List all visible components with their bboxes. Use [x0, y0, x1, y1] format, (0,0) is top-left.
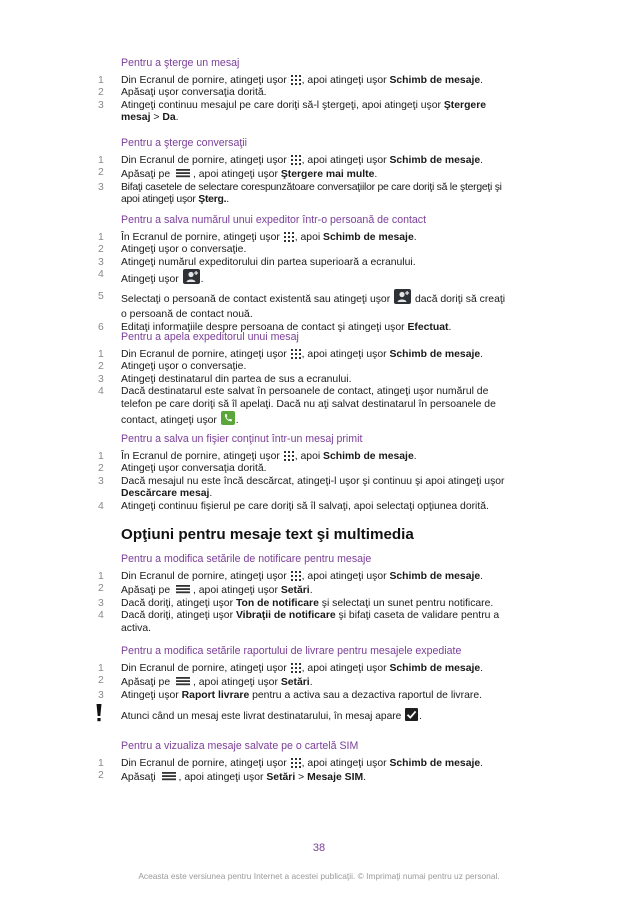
- add-contact-icon: [394, 289, 411, 304]
- phone-icon: [221, 411, 235, 425]
- section-notification-settings: [98, 553, 521, 635]
- section-save-sender: [98, 214, 521, 334]
- list-item: 4 Dacă doriţi, atingeţi uşor Vibraţii de notificare şi bifaţi caseta de validare pentru a activa.: [98, 610, 500, 634]
- list-item: 1 Din Ecranul de pornire, atingeţi uşor , apoi atingeţi uşor Schimb de mesaje.: [98, 349, 484, 360]
- list-item: 6 Editaţi informaţiile despre persoana de contact şi atingeţi uşor Efectuat.: [98, 321, 452, 333]
- list-item: 1 În Ecranul de pornire, atingeţi uşor , apoi Schimb de mesaje.: [98, 232, 417, 243]
- section-delete-conversations: [98, 137, 521, 207]
- list-item: 3 Dacă doriţi, atingeţi uşor Ton de notificare şi selectaţi un sunet pentru notificare.: [98, 597, 494, 609]
- list-item: 1 Din Ecranul de pornire, atingeţi uşor , apoi atingeţi uşor Schimb de mesaje.: [98, 663, 484, 674]
- apps-grid-icon: [291, 663, 301, 673]
- step-list: [98, 758, 521, 785]
- list-item: 1 În Ecranul de pornire, atingeţi uşor , apoi Schimb de mesaje.: [98, 451, 417, 462]
- step-list: [98, 232, 521, 334]
- step-list: [98, 75, 521, 125]
- list-item: 2 Apăsaţi , apoi atingeţi uşor Setări > Mesaje SIM.: [98, 770, 367, 784]
- step-list: [98, 571, 521, 635]
- section-title: Pentru a apela expeditorul unui mesaj: [121, 331, 299, 343]
- section-title: Pentru a salva un fişier conţinut într-un mesaj primit: [121, 433, 363, 445]
- list-item: 1 Din Ecranul de pornire, atingeţi uşor , apoi atingeţi uşor Schimb de mesaje.: [98, 758, 484, 769]
- apps-grid-icon: [291, 75, 301, 85]
- footer-note: Aceasta este versiunea pentru Internet a acestei publicaţii. © Imprimaţi numai pentru uz personal.: [138, 871, 500, 881]
- list-item: 2 Atingeţi uşor o conversaţie.: [98, 361, 247, 373]
- section-delivery-report: [98, 645, 521, 724]
- list-item: 3 Bifaţi casetele de selectare corespunzătoare conversaţiilor pe care doriţi să le ştergeţi şi apoi atingeţi uşor Şterg..: [98, 181, 502, 206]
- apps-grid-icon: [291, 349, 301, 359]
- list-item: 1 Din Ecranul de pornire, atingeţi uşor , apoi atingeţi uşor Schimb de mesaje.: [98, 75, 484, 86]
- delivered-check-icon: [405, 708, 418, 721]
- list-item: 2 Atingeţi uşor conversaţia dorită.: [98, 463, 267, 475]
- step-list: [98, 155, 521, 207]
- apps-grid-icon: [291, 758, 301, 768]
- list-item: 3 Atingeţi numărul expeditorului din partea superioară a ecranului.: [98, 256, 416, 268]
- list-item: 2 Apăsaţi pe , apoi atingeţi uşor Ştergere mai multe.: [98, 167, 378, 181]
- step-list: [98, 663, 521, 702]
- list-item: 2 Apăsaţi pe , apoi atingeţi uşor Setări.: [98, 675, 313, 689]
- list-item: 1 Din Ecranul de pornire, atingeţi uşor , apoi atingeţi uşor Schimb de mesaje.: [98, 155, 484, 166]
- menu-icon: [174, 675, 192, 687]
- page-heading: Opţiuni pentru mesaje text şi multimedia: [121, 526, 414, 543]
- list-item: 3 Dacă mesajul nu este încă descărcat, atingeţi-l uşor şi continuu şi apoi atingeţi uşor Descărcare mesaj.: [98, 475, 505, 500]
- section-save-attachment: [98, 433, 521, 513]
- apps-grid-icon: [284, 232, 294, 242]
- step-list: [98, 451, 521, 513]
- list-item: 3 Atingeţi uşor Raport livrare pentru a activa sau a dezactiva raportul de livrare.: [98, 689, 482, 701]
- apps-grid-icon: [284, 451, 294, 461]
- section-title: Pentru a modifica setările raportului de livrare pentru mesajele expediate: [121, 645, 462, 657]
- section-call-sender: [98, 331, 521, 427]
- list-item: 1 Din Ecranul de pornire, atingeţi uşor , apoi atingeţi uşor Schimb de mesaje.: [98, 571, 484, 582]
- menu-icon: [160, 770, 178, 782]
- step-list: [98, 349, 521, 427]
- section-heading: [121, 526, 414, 544]
- list-item: 4 Atingeţi uşor .: [98, 269, 204, 286]
- apps-grid-icon: [291, 155, 301, 165]
- section-title: Pentru a vizualiza mesaje salvate pe o cartelă SIM: [121, 740, 359, 752]
- section-title: Pentru a salva numărul unui expeditor într-o persoană de contact: [121, 214, 427, 226]
- section-sim-messages: [98, 740, 521, 785]
- section-title: Pentru a şterge un mesaj: [121, 57, 240, 69]
- list-item: 3 Atingeţi destinatarul din partea de sus a ecranului.: [98, 373, 352, 385]
- menu-icon: [174, 583, 192, 595]
- apps-grid-icon: [291, 571, 301, 581]
- list-item: 2 Atingeţi uşor o conversaţie.: [98, 244, 247, 256]
- list-item: 4 Atingeţi continuu fişierul pe care doriţi să îl salvaţi, apoi selectaţi opţiunea dorită.: [98, 500, 489, 512]
- section-title: Pentru a modifica setările de notificare pentru mesaje: [121, 553, 372, 565]
- list-item: 4 Dacă destinatarul este salvat în persoanele de contact, atingeţi uşor numărul de telefon pe care doriţi să îl apelaţi. Dacă nu aţi salvat destinatarul în persoanele de contact, atingeţi uşor .: [98, 386, 496, 427]
- list-item: 2 Apăsaţi uşor conversaţia dorită.: [98, 87, 267, 99]
- list-item: 5 Selectaţi o persoană de contact existentă sau atingeţi uşor dacă doriţi să creaţi o persoană de contact nouă.: [98, 290, 506, 320]
- section-delete-message: [98, 57, 521, 125]
- list-item: 3 Atingeţi continuu mesajul pe care doriţi să-l ştergeţi, apoi atingeţi uşor Ştergere mesaj > Da.: [98, 99, 487, 124]
- exclamation-icon: [95, 704, 103, 722]
- menu-icon: [174, 167, 192, 179]
- list-item: 2 Apăsaţi pe , apoi atingeţi uşor Setări.: [98, 583, 313, 597]
- section-title: Pentru a şterge conversaţii: [121, 137, 248, 149]
- page-number: 38: [312, 842, 326, 854]
- note: Atunci când un mesaj este livrat destinatarului, în mesaj apare .: [121, 708, 511, 724]
- add-contact-icon: [183, 269, 200, 284]
